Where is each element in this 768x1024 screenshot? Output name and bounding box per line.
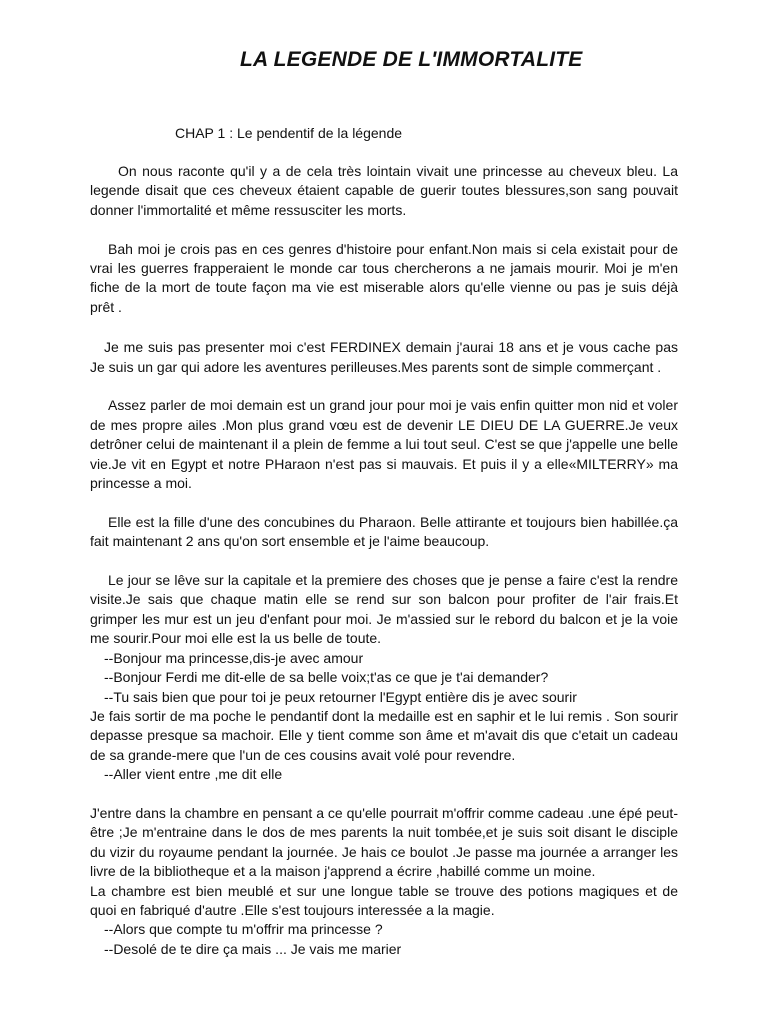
paragraph-3: Je me suis pas presenter moi c'est FERDINEX demain j'aurai 18 ans et je vous cache pas Je suis un gar qui adore les aventures perilleuses.Mes parents sont de simple commerçant .	[90, 339, 678, 375]
document-title: LA LEGENDE DE L'IMMORTALITE	[240, 48, 583, 71]
dialogue-line-4: --Aller vient entre ,me dit elle	[104, 766, 283, 783]
paragraph-9: La chambre est bien meublé et sur une longue table se trouve des potions magiques et de quoi en fabriqué d'autre .Elle s'est toujours interessée a la magie.	[90, 882, 678, 918]
dialogue-line-6: --Desolé de te dire ça mais ... Je vais me marier	[104, 940, 402, 957]
chapter-heading: CHAP 1 : Le pendentif de la légende	[175, 125, 403, 141]
dialogue-line-3: --Tu sais bien que pour toi je peux retourner l'Egypt entière dis je avec sourir	[104, 688, 577, 705]
paragraph-8: J'entre dans la chambre en pensant a ce qu'elle pourrait m'offrir comme cadeau .une épé peut-être ;Je m'entraine dans le dos de mes parents la nuit tombée,et je suis soit disant le disciple du vizir du royaume pendant la journée. Je hais ce boulot .Je passe ma journée a arranger les livre de la bibliotheque et a la maison j'apprend a écrire ,habillé comme un moine.	[90, 804, 678, 880]
dialogue-line-2: --Bonjour Ferdi me dit-elle de sa belle voix;t'as ce que je t'ai demander?	[104, 669, 549, 686]
paragraph-4: Assez parler de moi demain est un grand jour pour moi je vais enfin quitter mon nid et voler de mes propre ailes .Mon plus grand vœu est de devenir LE DIEU DE LA GUERRE.Je veux detrôner celui de maintenant il a plein de femme a lui tout seul. C'est se que j'appelle une belle vie.Je vit en Egypt et notre PHaraon n'est pas si mauvais. Et puis il y a elle«MILTERRY» ma princesse a moi.	[90, 397, 678, 492]
dialogue-line-1: --Bonjour ma princesse,dis-je avec amour	[104, 649, 364, 666]
paragraph-7: Je fais sortir de ma poche le pendantif dont la medaille est en saphir et le lui remis . Son sourir depasse presque sa machoir. Elle y tient comme son âme et m'avait dis que c'etait un cadeau de sa grande-mere que l'un de ces cousins avait volé pour revendre.	[90, 707, 678, 763]
paragraph-1: On nous raconte qu'il y a de cela très lointain vivait une princesse au cheveux bleu. La legende disait que ces cheveux étaient capable de guerir toutes blessures,son sang pouvait donner l'immortalité et même ressusciter les morts.	[90, 163, 678, 218]
paragraph-2: Bah moi je crois pas en ces genres d'histoire pour enfant.Non mais si cela existait pour de vrai les guerres frapperaient le monde car tous chercherons a ne jamais mourir. Moi je m'en fiche de la mort de toute façon ma vie est miserable alors qu'elle vienne ou pas je suis déjà prêt .	[90, 240, 678, 315]
document-body	[90, 162, 678, 959]
paragraph-6: Le jour se lêve sur la capitale et la premiere des choses que je pense a faire c'est la rendre visite.Je sais que chaque matin elle se rend sur son balcon pour profiter de l'air frais.Et grimper les mur est un jeu d'enfant pour moi. Je m'assied sur le rebord du balcon et je la voie me sourir.Pour moi elle est la us belle de toute.	[90, 572, 678, 647]
dialogue-line-5: --Alors que compte tu m'offrir ma princesse ?	[104, 921, 383, 938]
paragraph-5: Elle est la fille d'une des concubines du Pharaon. Belle attirante et toujours bien habillée.ça fait maintenant 2 ans qu'on sort ensemble et je l'aime beaucoup.	[90, 513, 678, 550]
